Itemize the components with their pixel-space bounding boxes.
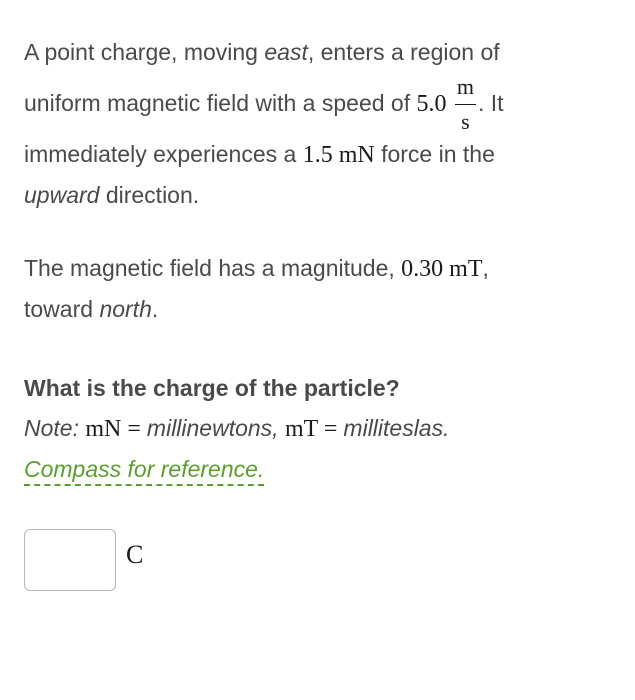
speed-line	[24, 72, 614, 134]
text: direction.	[99, 182, 200, 208]
problem-paragraph-1	[24, 32, 614, 215]
field-value: 0.30 mT	[401, 256, 483, 282]
problem-paragraph-2	[24, 248, 614, 329]
text: toward	[24, 296, 100, 322]
emphasis-north: north	[99, 296, 152, 322]
note-equals: =	[317, 416, 344, 442]
speed-unit-numerator: m	[455, 76, 476, 105]
note-label: Note:	[24, 415, 86, 441]
speed-unit-denominator: s	[461, 109, 470, 135]
question-block	[24, 368, 614, 489]
answer-input[interactable]	[24, 529, 116, 591]
speed-unit-fraction	[455, 76, 476, 133]
text: , enters a region of	[307, 39, 500, 65]
text: The magnetic field has a magnitude,	[24, 255, 402, 281]
text: .	[151, 296, 159, 322]
text: . It	[478, 90, 504, 116]
text: A point charge, moving	[24, 39, 265, 65]
note-mt: mT	[284, 416, 318, 442]
answer-unit-label: C	[126, 540, 144, 569]
text: force in the	[374, 141, 495, 167]
text: ,	[482, 255, 489, 281]
force-value: 1.5 mN	[302, 142, 375, 168]
note-equals: =	[121, 416, 147, 442]
emphasis-upward: upward	[24, 182, 100, 208]
emphasis-east: east	[264, 39, 308, 65]
unit-note	[24, 415, 450, 441]
speed-value: 5.0	[416, 91, 447, 117]
note-mn: mN	[85, 416, 122, 442]
text: uniform magnetic field with a speed of	[24, 90, 417, 116]
note-milliteslas: milliteslas.	[343, 415, 450, 441]
compass-reference-link[interactable]: Compass for reference.	[24, 456, 264, 486]
note-millinewtons: millinewtons,	[146, 415, 285, 441]
question-text: What is the charge of the particle?	[24, 375, 400, 401]
text: immediately experiences a	[24, 141, 303, 167]
